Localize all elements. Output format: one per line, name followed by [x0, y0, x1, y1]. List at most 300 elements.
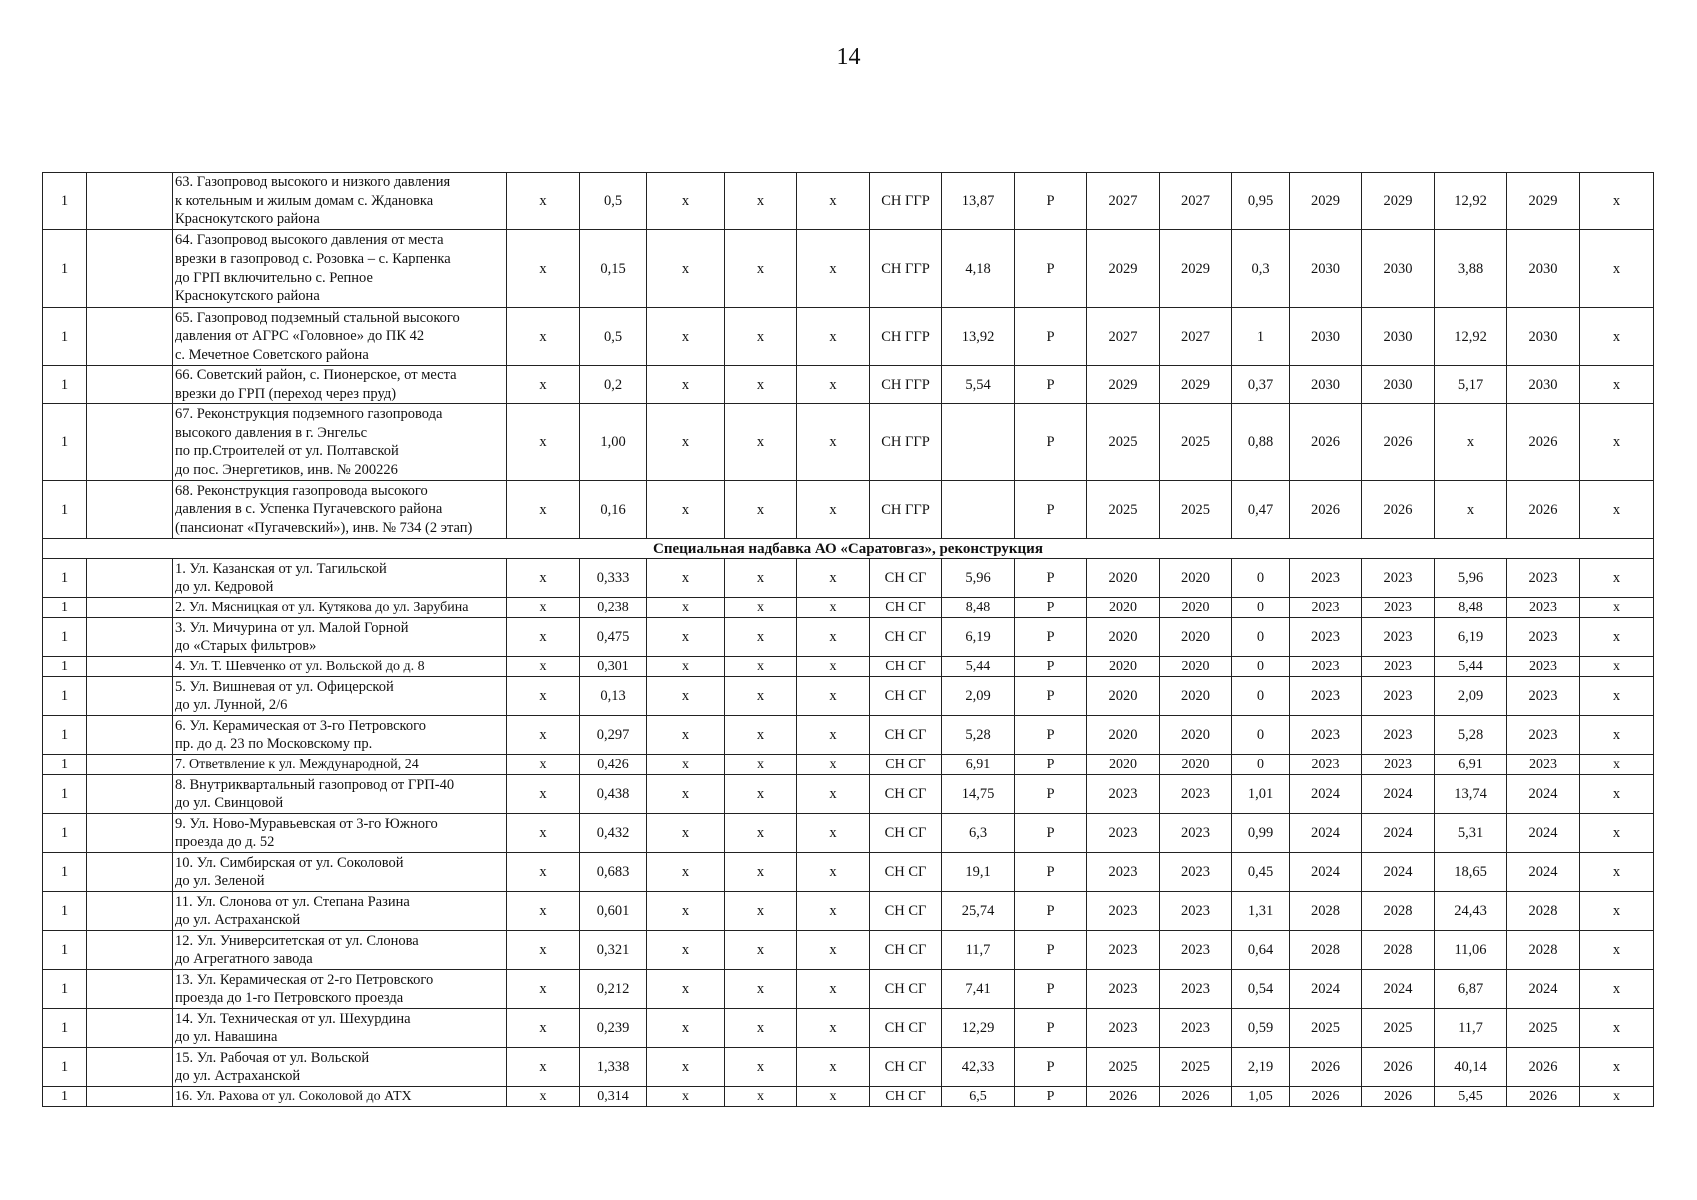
cell-c1: 1	[43, 598, 87, 618]
object-name-line: 65. Газопровод подземный стальной высокого	[175, 309, 460, 326]
object-name-line: Краснокутского района	[175, 211, 320, 228]
object-name-line: 6. Ул. Керамическая от 3-го Петровского	[175, 717, 426, 734]
table-row	[43, 559, 1654, 598]
cell-c13: 2023	[1160, 931, 1232, 970]
cell-c6: х	[647, 481, 725, 539]
cell-c6: х	[647, 618, 725, 657]
cell-c5: 0,297	[580, 716, 647, 755]
cell-c8: х	[797, 775, 870, 814]
cell-c2	[87, 1087, 173, 1107]
cell-c1: 1	[43, 308, 87, 366]
object-name-line: до пос. Энергетиков, инв. № 200226	[175, 461, 398, 478]
cell-c18: 2026	[1507, 1087, 1580, 1107]
object-name-cell	[173, 618, 507, 657]
object-name-cell	[173, 1009, 507, 1048]
cell-c16: 2023	[1362, 677, 1435, 716]
cell-c16: 2023	[1362, 716, 1435, 755]
cell-c18: 2023	[1507, 559, 1580, 598]
cell-c12: 2023	[1087, 892, 1160, 931]
cell-c5: 0,683	[580, 853, 647, 892]
cell-c10: 8,48	[942, 598, 1015, 618]
cell-c2	[87, 677, 173, 716]
cell-c15: 2030	[1290, 308, 1362, 366]
cell-c6: х	[647, 308, 725, 366]
cell-c13: 2029	[1160, 230, 1232, 308]
cell-c9: СН СГ	[870, 618, 942, 657]
cell-c12: 2027	[1087, 308, 1160, 366]
object-name-line: проезда до 1-го Петровского проезда	[175, 990, 404, 1007]
cell-c4: х	[507, 230, 580, 308]
cell-c1: 1	[43, 775, 87, 814]
cell-c17: 11,7	[1435, 1009, 1507, 1048]
object-name-line: проезда до д. 52	[175, 834, 275, 851]
cell-c12: 2023	[1087, 1009, 1160, 1048]
cell-c4: х	[507, 892, 580, 931]
cell-c1: 1	[43, 931, 87, 970]
cell-c4: х	[507, 481, 580, 539]
cell-c10: 11,7	[942, 931, 1015, 970]
cell-c2	[87, 230, 173, 308]
cell-c17: 6,19	[1435, 618, 1507, 657]
table-row	[43, 853, 1654, 892]
cell-c13: 2025	[1160, 404, 1232, 481]
cell-c1: 1	[43, 677, 87, 716]
cell-c14: 2,19	[1232, 1048, 1290, 1087]
cell-c16: 2023	[1362, 559, 1435, 598]
cell-c13: 2023	[1160, 970, 1232, 1009]
cell-c7: х	[725, 366, 797, 404]
object-name-cell	[173, 173, 507, 230]
cell-c10: 25,74	[942, 892, 1015, 931]
cell-c6: х	[647, 716, 725, 755]
cell-c12: 2025	[1087, 404, 1160, 481]
object-name-line: 64. Газопровод высокого давления от места	[175, 232, 444, 249]
cell-c17: х	[1435, 404, 1507, 481]
object-name-cell	[173, 657, 507, 677]
cell-c15: 2023	[1290, 618, 1362, 657]
object-name-line: до ГРП включительно с. Репное	[175, 269, 373, 286]
object-name-line: до «Старых фильтров»	[175, 638, 317, 655]
investment-table	[42, 172, 1654, 1107]
object-name-cell	[173, 481, 507, 539]
cell-c9: СН ГГР	[870, 366, 942, 404]
cell-c5: 0,5	[580, 173, 647, 230]
cell-c1: 1	[43, 1087, 87, 1107]
object-name-cell	[173, 559, 507, 598]
cell-c2	[87, 970, 173, 1009]
cell-c16: 2023	[1362, 618, 1435, 657]
object-name-cell	[173, 931, 507, 970]
cell-c17: 2,09	[1435, 677, 1507, 716]
cell-c1: 1	[43, 657, 87, 677]
cell-c13: 2023	[1160, 775, 1232, 814]
cell-c11: Р	[1015, 559, 1087, 598]
cell-c15: 2024	[1290, 970, 1362, 1009]
cell-c19: х	[1580, 559, 1654, 598]
cell-c7: х	[725, 598, 797, 618]
cell-c16: 2025	[1362, 1009, 1435, 1048]
cell-c5: 0,212	[580, 970, 647, 1009]
cell-c15: 2030	[1290, 230, 1362, 308]
cell-c12: 2020	[1087, 598, 1160, 618]
cell-c9: СН СГ	[870, 657, 942, 677]
cell-c14: 0,3	[1232, 230, 1290, 308]
cell-c4: х	[507, 598, 580, 618]
cell-c19: х	[1580, 931, 1654, 970]
cell-c11: Р	[1015, 1087, 1087, 1107]
cell-c1: 1	[43, 1048, 87, 1087]
cell-c14: 0	[1232, 618, 1290, 657]
table-row	[43, 970, 1654, 1009]
cell-c11: Р	[1015, 775, 1087, 814]
cell-c9: СН ГГР	[870, 481, 942, 539]
cell-c5: 0,432	[580, 814, 647, 853]
cell-c12: 2023	[1087, 814, 1160, 853]
cell-c10: 12,29	[942, 1009, 1015, 1048]
cell-c18: 2023	[1507, 618, 1580, 657]
cell-c4: х	[507, 404, 580, 481]
cell-c8: х	[797, 598, 870, 618]
object-name-cell	[173, 230, 507, 308]
cell-c11: Р	[1015, 970, 1087, 1009]
object-name-line: 3. Ул. Мичурина от ул. Малой Горной	[175, 619, 409, 636]
cell-c14: 0	[1232, 657, 1290, 677]
cell-c8: х	[797, 970, 870, 1009]
cell-c8: х	[797, 931, 870, 970]
cell-c4: х	[507, 559, 580, 598]
table-row	[43, 1087, 1654, 1107]
cell-c17: 18,65	[1435, 853, 1507, 892]
cell-c4: х	[507, 173, 580, 230]
object-name-cell	[173, 814, 507, 853]
cell-c5: 0,16	[580, 481, 647, 539]
cell-c16: 2026	[1362, 481, 1435, 539]
cell-c17: 5,28	[1435, 716, 1507, 755]
cell-c10: 5,96	[942, 559, 1015, 598]
cell-c19: х	[1580, 970, 1654, 1009]
cell-c15: 2030	[1290, 366, 1362, 404]
object-name-line: 66. Советский район, с. Пионерское, от места	[175, 367, 457, 383]
cell-c8: х	[797, 230, 870, 308]
cell-c15: 2024	[1290, 775, 1362, 814]
cell-c4: х	[507, 657, 580, 677]
cell-c15: 2023	[1290, 657, 1362, 677]
cell-c13: 2023	[1160, 853, 1232, 892]
object-name-line: 1. Ул. Казанская от ул. Тагильской	[175, 560, 387, 577]
cell-c4: х	[507, 366, 580, 404]
cell-c13: 2020	[1160, 716, 1232, 755]
cell-c13: 2029	[1160, 366, 1232, 404]
cell-c1: 1	[43, 814, 87, 853]
cell-c6: х	[647, 598, 725, 618]
cell-c8: х	[797, 716, 870, 755]
object-name-cell	[173, 755, 507, 775]
cell-c8: х	[797, 559, 870, 598]
cell-c4: х	[507, 814, 580, 853]
object-name-line: до Агрегатного завода	[175, 951, 313, 968]
cell-c19: х	[1580, 892, 1654, 931]
cell-c5: 0,238	[580, 598, 647, 618]
cell-c12: 2023	[1087, 775, 1160, 814]
cell-c9: СН СГ	[870, 814, 942, 853]
table-body-top	[43, 173, 1654, 539]
cell-c1: 1	[43, 230, 87, 308]
object-name-line: до ул. Кедровой	[175, 579, 274, 596]
cell-c10: 2,09	[942, 677, 1015, 716]
cell-c6: х	[647, 970, 725, 1009]
cell-c19: х	[1580, 173, 1654, 230]
cell-c13: 2026	[1160, 1087, 1232, 1107]
cell-c8: х	[797, 618, 870, 657]
object-name-line: 63. Газопровод высокого и низкого давления	[175, 174, 451, 191]
object-name-line: 68. Реконструкция газопровода высокого	[175, 482, 428, 499]
cell-c14: 0,45	[1232, 853, 1290, 892]
cell-c1: 1	[43, 755, 87, 775]
cell-c18: 2026	[1507, 481, 1580, 539]
cell-c1: 1	[43, 481, 87, 539]
object-name-line: 16. Ул. Рахова от ул. Соколовой до АТХ	[175, 1089, 412, 1105]
cell-c8: х	[797, 404, 870, 481]
object-name-line: до ул. Астраханской	[175, 1068, 301, 1085]
cell-c15: 2026	[1290, 481, 1362, 539]
cell-c8: х	[797, 308, 870, 366]
cell-c16: 2026	[1362, 1087, 1435, 1107]
cell-c5: 0,2	[580, 366, 647, 404]
cell-c5: 0,239	[580, 1009, 647, 1048]
cell-c12: 2029	[1087, 230, 1160, 308]
cell-c19: х	[1580, 1009, 1654, 1048]
cell-c16: 2024	[1362, 814, 1435, 853]
object-name-line: высокого давления в г. Энгельс	[175, 424, 368, 441]
cell-c18: 2030	[1507, 366, 1580, 404]
cell-c6: х	[647, 657, 725, 677]
object-name-line: 12. Ул. Университетская от ул. Слонова	[175, 932, 419, 949]
cell-c18: 2023	[1507, 677, 1580, 716]
cell-c2	[87, 308, 173, 366]
cell-c18: 2026	[1507, 404, 1580, 481]
cell-c6: х	[647, 1087, 725, 1107]
object-name-line: по пр.Строителей от ул. Полтавской	[175, 443, 399, 460]
cell-c7: х	[725, 775, 797, 814]
table-row	[43, 366, 1654, 404]
page-number: 14	[836, 44, 861, 70]
cell-c2	[87, 892, 173, 931]
table-row	[43, 755, 1654, 775]
cell-c6: х	[647, 559, 725, 598]
cell-c11: Р	[1015, 1048, 1087, 1087]
cell-c7: х	[725, 1087, 797, 1107]
cell-c14: 0,88	[1232, 404, 1290, 481]
object-name-line: 13. Ул. Керамическая от 2-го Петровского	[175, 971, 434, 988]
cell-c14: 0	[1232, 677, 1290, 716]
table-row	[43, 716, 1654, 755]
table-row	[43, 931, 1654, 970]
cell-c18: 2030	[1507, 230, 1580, 308]
cell-c9: СН СГ	[870, 1009, 942, 1048]
table-row	[43, 173, 1654, 230]
cell-c4: х	[507, 308, 580, 366]
cell-c19: х	[1580, 598, 1654, 618]
cell-c13: 2020	[1160, 677, 1232, 716]
cell-c9: СН ГГР	[870, 230, 942, 308]
cell-c5: 0,426	[580, 755, 647, 775]
cell-c9: СН ГГР	[870, 404, 942, 481]
cell-c7: х	[725, 559, 797, 598]
table-row	[43, 1048, 1654, 1087]
cell-c4: х	[507, 853, 580, 892]
cell-c15: 2023	[1290, 677, 1362, 716]
cell-c2	[87, 559, 173, 598]
cell-c17: 11,06	[1435, 931, 1507, 970]
table-row	[43, 814, 1654, 853]
cell-c15: 2023	[1290, 559, 1362, 598]
table-row	[43, 308, 1654, 366]
cell-c19: х	[1580, 366, 1654, 404]
table-row	[43, 598, 1654, 618]
object-name-line: с. Мечетное Советского района	[175, 346, 369, 363]
object-name-line: давления от АГРС «Головное» до ПК 42	[175, 328, 425, 345]
cell-c13: 2023	[1160, 814, 1232, 853]
cell-c5: 1,338	[580, 1048, 647, 1087]
object-name-cell	[173, 308, 507, 366]
cell-c7: х	[725, 716, 797, 755]
cell-c15: 2024	[1290, 814, 1362, 853]
object-name-cell	[173, 677, 507, 716]
object-name-line: давления в с. Успенка Пугачевского района	[175, 501, 443, 518]
cell-c5: 1,00	[580, 404, 647, 481]
cell-c12: 2023	[1087, 853, 1160, 892]
cell-c4: х	[507, 677, 580, 716]
cell-c15: 2025	[1290, 1009, 1362, 1048]
table-row	[43, 618, 1654, 657]
cell-c11: Р	[1015, 755, 1087, 775]
object-name-line: 5. Ул. Вишневая от ул. Офицерской	[175, 678, 394, 695]
cell-c19: х	[1580, 481, 1654, 539]
cell-c19: х	[1580, 814, 1654, 853]
object-name-line: к котельным и жилым домам с. Ждановка	[175, 192, 434, 209]
table-row	[43, 404, 1654, 481]
cell-c18: 2030	[1507, 308, 1580, 366]
cell-c19: х	[1580, 657, 1654, 677]
cell-c12: 2020	[1087, 677, 1160, 716]
cell-c14: 1,31	[1232, 892, 1290, 931]
cell-c11: Р	[1015, 1009, 1087, 1048]
cell-c17: 6,87	[1435, 970, 1507, 1009]
cell-c10: 4,18	[942, 230, 1015, 308]
cell-c10: 5,44	[942, 657, 1015, 677]
cell-c8: х	[797, 755, 870, 775]
cell-c8: х	[797, 814, 870, 853]
cell-c10: 5,28	[942, 716, 1015, 755]
object-name-cell	[173, 1048, 507, 1087]
object-name-line: 14. Ул. Техническая от ул. Шехурдина	[175, 1010, 411, 1027]
cell-c19: х	[1580, 1087, 1654, 1107]
cell-c9: СН СГ	[870, 1087, 942, 1107]
object-name-line: 9. Ул. Ново-Муравьевская от 3-го Южного	[175, 815, 438, 832]
cell-c18: 2023	[1507, 716, 1580, 755]
cell-c4: х	[507, 1087, 580, 1107]
cell-c1: 1	[43, 618, 87, 657]
cell-c8: х	[797, 173, 870, 230]
object-name-line: 7. Ответвление к ул. Международной, 24	[175, 757, 419, 773]
cell-c15: 2023	[1290, 716, 1362, 755]
cell-c14: 1	[1232, 308, 1290, 366]
cell-c7: х	[725, 853, 797, 892]
cell-c6: х	[647, 931, 725, 970]
cell-c6: х	[647, 230, 725, 308]
cell-c18: 2023	[1507, 598, 1580, 618]
cell-c17: 8,48	[1435, 598, 1507, 618]
cell-c9: СН СГ	[870, 931, 942, 970]
cell-c4: х	[507, 1048, 580, 1087]
table-row	[43, 657, 1654, 677]
cell-c6: х	[647, 677, 725, 716]
cell-c19: х	[1580, 775, 1654, 814]
cell-c12: 2025	[1087, 1048, 1160, 1087]
cell-c15: 2029	[1290, 173, 1362, 230]
cell-c16: 2023	[1362, 755, 1435, 775]
cell-c12: 2023	[1087, 931, 1160, 970]
cell-c16: 2028	[1362, 931, 1435, 970]
cell-c8: х	[797, 892, 870, 931]
cell-c7: х	[725, 1009, 797, 1048]
cell-c16: 2026	[1362, 404, 1435, 481]
cell-c14: 0,37	[1232, 366, 1290, 404]
cell-c12: 2029	[1087, 366, 1160, 404]
cell-c11: Р	[1015, 677, 1087, 716]
cell-c15: 2026	[1290, 404, 1362, 481]
cell-c17: 5,45	[1435, 1087, 1507, 1107]
cell-c10: 13,87	[942, 173, 1015, 230]
cell-c6: х	[647, 1048, 725, 1087]
cell-c15: 2023	[1290, 598, 1362, 618]
cell-c15: 2028	[1290, 892, 1362, 931]
cell-c16: 2030	[1362, 230, 1435, 308]
cell-c5: 0,15	[580, 230, 647, 308]
cell-c5: 0,321	[580, 931, 647, 970]
cell-c6: х	[647, 814, 725, 853]
cell-c16: 2024	[1362, 775, 1435, 814]
cell-c17: 6,91	[1435, 755, 1507, 775]
cell-c1: 1	[43, 892, 87, 931]
cell-c2	[87, 618, 173, 657]
cell-c17: 12,92	[1435, 308, 1507, 366]
cell-c13: 2023	[1160, 892, 1232, 931]
cell-c1: 1	[43, 716, 87, 755]
cell-c10: 13,92	[942, 308, 1015, 366]
cell-c9: СН ГГР	[870, 173, 942, 230]
cell-c17: 40,14	[1435, 1048, 1507, 1087]
cell-c10: 6,5	[942, 1087, 1015, 1107]
object-name-line: 4. Ул. Т. Шевченко от ул. Вольской до д. 8	[175, 659, 425, 675]
cell-c7: х	[725, 657, 797, 677]
cell-c2	[87, 598, 173, 618]
cell-c2	[87, 404, 173, 481]
cell-c14: 0,99	[1232, 814, 1290, 853]
cell-c19: х	[1580, 853, 1654, 892]
cell-c8: х	[797, 1048, 870, 1087]
cell-c6: х	[647, 892, 725, 931]
cell-c8: х	[797, 1009, 870, 1048]
table-row	[43, 892, 1654, 931]
cell-c18: 2026	[1507, 1048, 1580, 1087]
section-title: Специальная надбавка АО «Саратовгаз», реконструкция	[43, 539, 1654, 559]
cell-c10: 6,19	[942, 618, 1015, 657]
cell-c11: Р	[1015, 598, 1087, 618]
cell-c6: х	[647, 1009, 725, 1048]
object-name-line: до ул. Зеленой	[175, 873, 265, 890]
cell-c11: Р	[1015, 716, 1087, 755]
